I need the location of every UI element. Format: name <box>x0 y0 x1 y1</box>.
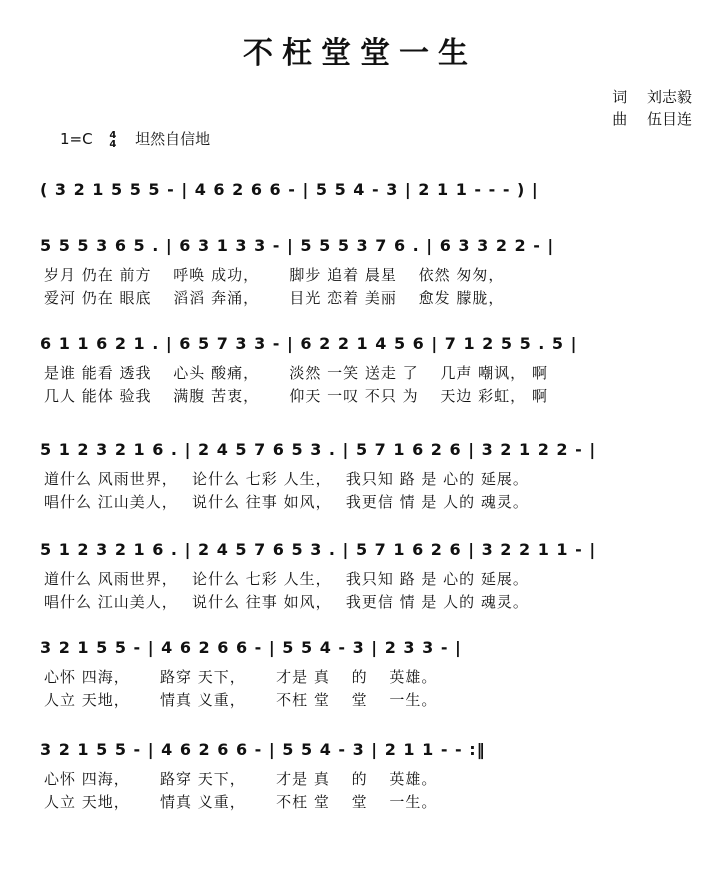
score-meta <box>60 128 210 149</box>
lyricist-row <box>612 86 692 108</box>
lyric-verse-2: 几人 能体 验我 满腹 苦衷， 仰天 一叹 不只 为 天边 彩虹， 啊 <box>44 387 548 405</box>
lyric-verse-2: 爱河 仍在 眼底 滔滔 奔涌， 目光 恋着 美丽 愈发 朦胧， <box>44 289 505 307</box>
lyric-verse-1: 心怀 四海， 路穿 天下， 才是 真 的 英雄。 <box>44 668 438 686</box>
song-title: 不枉堂堂一生 <box>243 36 477 71</box>
lyric-verse-1: 心怀 四海， 路穿 天下， 才是 真 的 英雄。 <box>44 770 438 788</box>
composer-row <box>612 108 692 130</box>
time-bottom: 4 <box>109 138 117 150</box>
composer-name: 伍目连 <box>646 110 692 128</box>
notation-line: ( 3 2 1 5 5 5 - | 4 6 2 6 6 - | 5 5 4 - 3 | 2 1 1 - - - ) | <box>40 180 539 199</box>
time-signature <box>109 131 116 149</box>
lyric-verse-1: 岁月 仍在 前方 呼唤 成功， 脚步 追着 晨星 依然 匆匆， <box>44 266 505 284</box>
notation-line: 5 5 5 3 6 5 . | 6 3 1 3 3 - | 5 5 5 3 7 6 . | 6 3 3 2 2 - | <box>40 236 555 255</box>
lyricist-role: 词 <box>612 88 628 106</box>
lyric-verse-1: 是谁 能看 透我 心头 酸痛， 淡然 一笑 送走 了 几声 嘲讽， 啊 <box>44 364 548 382</box>
composer-role: 曲 <box>612 110 628 128</box>
credits <box>612 86 692 130</box>
lyric-verse-1: 道什么 风雨世界， 论什么 七彩 人生， 我只知 路 是 心的 延展。 <box>44 570 529 588</box>
notation-line: 5 1 2 3 2 1 6 . | 2 4 5 7 6 5 3 . | 5 7 1 6 2 6 | 3 2 1 2 2 - | <box>40 440 597 459</box>
notation-line: 3 2 1 5 5 - | 4 6 2 6 6 - | 5 5 4 - 3 | 2 1 1 - - :‖ <box>40 740 486 759</box>
notation-line: 3 2 1 5 5 - | 4 6 2 6 6 - | 5 5 4 - 3 | 2 3 3 - | <box>40 638 462 657</box>
lyric-verse-2: 人立 天地， 情真 义重， 不枉 堂 堂 一生。 <box>44 793 438 811</box>
time-top: 4 <box>109 129 117 141</box>
expression-mark: 坦然自信地 <box>135 130 211 148</box>
lyricist-name: 刘志毅 <box>646 88 692 106</box>
lyric-verse-2: 唱什么 江山美人， 说什么 往事 如风， 我更信 情 是 人的 魂灵。 <box>44 593 529 611</box>
notation-line: 6 1 1 6 2 1 . | 6 5 7 3 3 - | 6 2 2 1 4 5 6 | 7 1 2 5 5 . 5 | <box>40 334 578 353</box>
lyric-verse-2: 唱什么 江山美人， 说什么 往事 如风， 我更信 情 是 人的 魂灵。 <box>44 493 529 511</box>
lyric-verse-2: 人立 天地， 情真 义重， 不枉 堂 堂 一生。 <box>44 691 438 709</box>
lyric-verse-1: 道什么 风雨世界， 论什么 七彩 人生， 我只知 路 是 心的 延展。 <box>44 470 529 488</box>
key-signature: 1=C <box>60 130 93 148</box>
notation-line: 5 1 2 3 2 1 6 . | 2 4 5 7 6 5 3 . | 5 7 1 6 2 6 | 3 2 2 1 1 - | <box>40 540 597 559</box>
